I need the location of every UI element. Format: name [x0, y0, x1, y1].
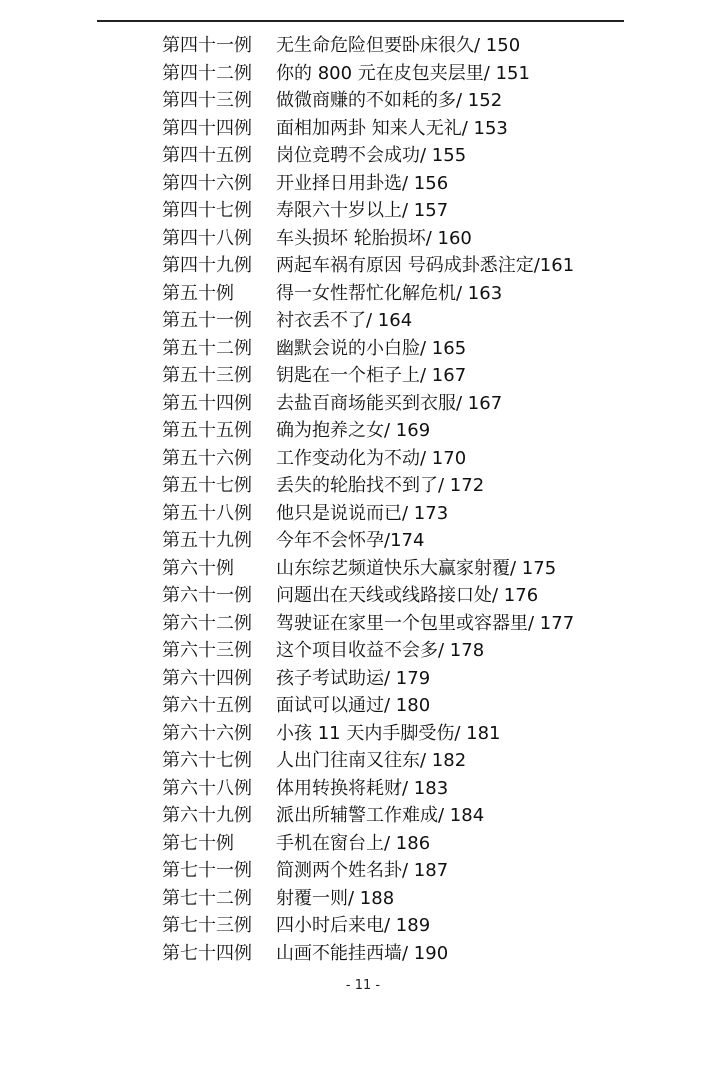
case-number: 第四十八例	[162, 227, 252, 249]
toc-entry	[162, 857, 632, 885]
case-number: 第七十二例	[162, 887, 252, 909]
toc-entry	[162, 60, 632, 88]
case-title: 山画不能挂西墙/ 190	[276, 942, 449, 964]
case-number: 第七十四例	[162, 942, 252, 964]
case-title: 无生命危险但要卧床很久/ 150	[276, 35, 521, 56]
case-title: 体用转换将耗财/ 183	[276, 777, 449, 799]
case-number: 第六十例	[162, 557, 234, 579]
toc-entry	[162, 142, 632, 170]
case-number: 第四十一例	[162, 35, 252, 56]
case-number: 第五十八例	[162, 502, 252, 524]
case-number: 第五十七例	[162, 475, 252, 496]
case-number: 第四十九例	[162, 255, 252, 276]
case-title: 寿限六十岁以上/ 157	[276, 200, 449, 221]
case-number: 第五十四例	[162, 392, 252, 414]
case-title: 射覆一则/ 188	[276, 887, 395, 909]
case-title: 驾驶证在家里一个包里或容器里/ 177	[276, 612, 575, 634]
toc-entry	[162, 555, 632, 583]
case-number: 第六十三例	[162, 640, 252, 661]
toc-entry	[162, 747, 632, 775]
case-title: 衬衣丢不了/ 164	[276, 310, 413, 331]
toc-entry	[162, 637, 632, 665]
table-of-contents	[162, 32, 632, 967]
toc-entry	[162, 582, 632, 610]
case-title: 简测两个姓名卦/ 187	[276, 860, 449, 881]
toc-entry	[162, 307, 632, 335]
toc-entry	[162, 692, 632, 720]
case-number: 第六十九例	[162, 805, 252, 826]
toc-entry	[162, 252, 632, 280]
toc-entry	[162, 32, 632, 60]
toc-entry	[162, 720, 632, 748]
toc-entry	[162, 362, 632, 390]
case-number: 第七十一例	[162, 860, 252, 881]
case-title: 工作变动化为不动/ 170	[276, 447, 467, 469]
case-title: 问题出在天线或线路接口处/ 176	[276, 585, 539, 606]
page-number: - 11 -	[345, 978, 381, 993]
toc-entry	[162, 280, 632, 308]
case-number: 第六十七例	[162, 750, 252, 771]
toc-entry	[162, 115, 632, 143]
case-title: 派出所辅警工作难成/ 184	[276, 805, 485, 826]
case-number: 第四十三例	[162, 90, 252, 111]
case-title: 面相加两卦 知来人无礼/ 153	[276, 117, 508, 139]
case-number: 第五十一例	[162, 310, 252, 331]
case-title: 两起车祸有原因 号码成卦悉注定/161	[276, 255, 575, 276]
header-rule	[97, 20, 624, 22]
case-title: 开业择日用卦选/ 156	[276, 172, 449, 194]
toc-entry	[162, 527, 632, 555]
case-title: 小孩 11 天内手脚受伤/ 181	[276, 722, 501, 744]
toc-entry	[162, 940, 632, 968]
case-number: 第六十五例	[162, 695, 252, 716]
toc-entry	[162, 610, 632, 638]
toc-entry	[162, 775, 632, 803]
case-number: 第五十六例	[162, 447, 252, 469]
toc-entry	[162, 802, 632, 830]
case-number: 第六十八例	[162, 777, 252, 799]
toc-entry	[162, 197, 632, 225]
toc-entry	[162, 830, 632, 858]
case-number: 第六十四例	[162, 667, 252, 689]
toc-entry	[162, 417, 632, 445]
case-number: 第四十六例	[162, 172, 252, 194]
toc-entry	[162, 335, 632, 363]
case-number: 第五十三例	[162, 365, 252, 386]
toc-entry	[162, 472, 632, 500]
case-number: 第四十四例	[162, 117, 252, 139]
case-title: 丢失的轮胎找不到了/ 172	[276, 475, 485, 496]
case-number: 第四十二例	[162, 62, 252, 84]
case-number: 第四十五例	[162, 145, 252, 166]
case-number: 第五十五例	[162, 420, 252, 441]
case-title: 面试可以通过/ 180	[276, 695, 431, 716]
case-title: 车头损坏 轮胎损坏/ 160	[276, 227, 472, 249]
toc-entry	[162, 170, 632, 198]
case-title: 做微商赚的不如耗的多/ 152	[276, 90, 503, 111]
toc-entry	[162, 445, 632, 473]
case-title: 确为抱养之女/ 169	[276, 420, 431, 441]
case-number: 第五十例	[162, 282, 234, 304]
case-title: 你的 800 元在皮包夹层里/ 151	[276, 62, 530, 84]
case-number: 第四十七例	[162, 200, 252, 221]
case-title: 幽默会说的小白脸/ 165	[276, 337, 467, 359]
toc-entry	[162, 885, 632, 913]
case-title: 人出门往南又往东/ 182	[276, 750, 467, 771]
case-title: 山东综艺频道快乐大赢家射覆/ 175	[276, 557, 557, 579]
toc-entry	[162, 390, 632, 418]
case-number: 第六十一例	[162, 585, 252, 606]
toc-entry	[162, 225, 632, 253]
toc-entry	[162, 500, 632, 528]
case-title: 这个项目收益不会多/ 178	[276, 640, 485, 661]
case-number: 第六十六例	[162, 722, 252, 744]
case-title: 孩子考试助运/ 179	[276, 667, 431, 689]
case-title: 手机在窗台上/ 186	[276, 832, 431, 854]
case-title: 钥匙在一个柜子上/ 167	[276, 365, 467, 386]
case-number: 第六十二例	[162, 612, 252, 634]
case-number: 第五十九例	[162, 530, 252, 551]
case-title: 今年不会怀孕/174	[276, 530, 425, 551]
case-title: 得一女性帮忙化解危机/ 163	[276, 282, 503, 304]
case-number: 第七十三例	[162, 915, 252, 936]
toc-entry	[162, 665, 632, 693]
toc-entry	[162, 912, 632, 940]
case-title: 去盐百商场能买到衣服/ 167	[276, 392, 503, 414]
case-title: 四小时后来电/ 189	[276, 915, 431, 936]
case-number: 第七十例	[162, 832, 234, 854]
case-title: 岗位竞聘不会成功/ 155	[276, 145, 467, 166]
toc-entry	[162, 87, 632, 115]
case-number: 第五十二例	[162, 337, 252, 359]
case-title: 他只是说说而已/ 173	[276, 502, 449, 524]
